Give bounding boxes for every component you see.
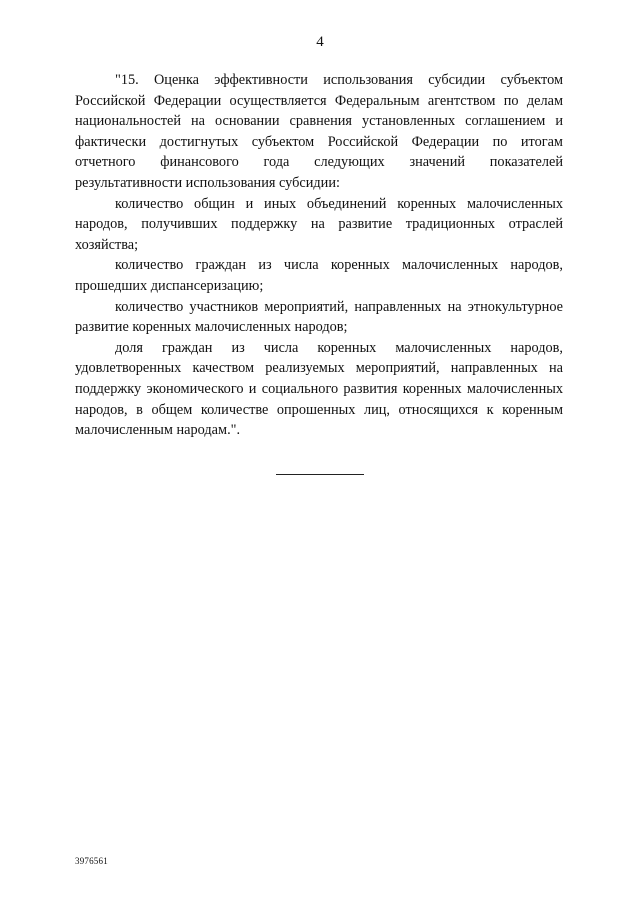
- paragraph-indicator-communities: количество общин и иных объединений коренных малочисленных народов, получивших поддержку на развитие традиционных отраслей хозяйства;: [75, 195, 563, 253]
- paragraph-indicator-event-participants: количество участников мероприятий, направленных на этнокультурное развитие коренных малочисленных народов;: [75, 298, 563, 336]
- document-body: [75, 70, 563, 441]
- paragraph-clause-15: "15. Оценка эффективности использования субсидии субъектом Российской Федерации осуществляется Федеральным агентством по делам национальностей на основании сравнения установленных соглашением и фактически достигнутых субъектом Российской Федерации по итогам отчетного финансового года следующих значений показателей результативности использования субсидии:: [75, 72, 563, 191]
- end-of-text-rule: [276, 474, 364, 475]
- document-id: 3976561: [75, 856, 108, 866]
- page-number: 4: [316, 34, 324, 50]
- paragraph-indicator-satisfaction-share: доля граждан из числа коренных малочисленных народов, удовлетворенных качеством реализуемых мероприятий, направленных на поддержку экономического и социального развития коренных малочисленных народов, в общем количестве опрошенных лиц, относящихся к коренным малочисленным народам.".: [75, 339, 563, 439]
- paragraph-indicator-medical-exam: количество граждан из числа коренных малочисленных народов, прошедших диспансеризацию;: [75, 257, 563, 294]
